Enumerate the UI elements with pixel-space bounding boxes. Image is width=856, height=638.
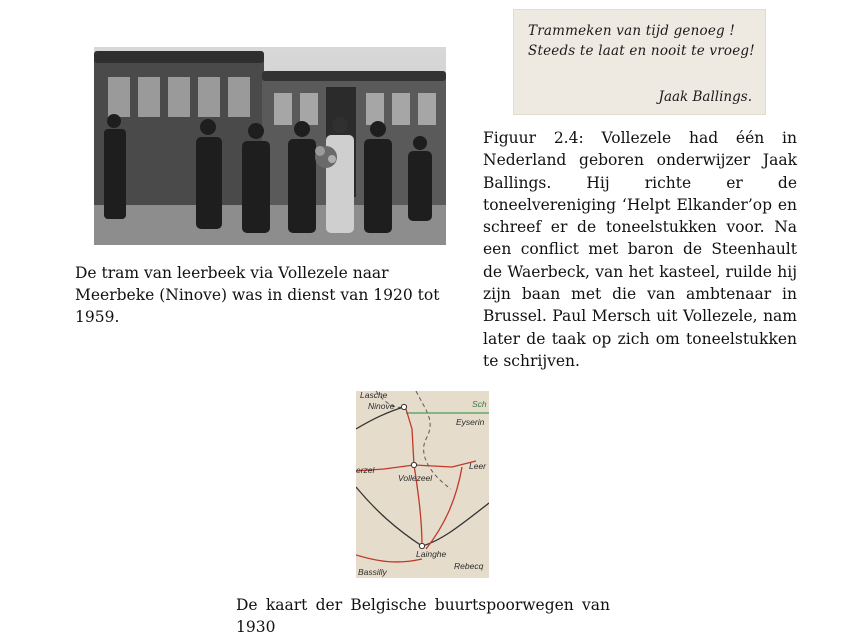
map-label-herzel: erzel (356, 465, 375, 475)
map-label-vollezeel: Vollezeel (398, 473, 433, 483)
station-vollezeel (411, 462, 416, 467)
map-caption: De kaart der Belgische buurtspoorwegen van 1930 (236, 596, 610, 636)
map-label-lainghe: Lainghe (416, 549, 447, 559)
map-label-ninove: Ninove (368, 401, 395, 411)
station-lainghe (419, 543, 424, 548)
figure-caption: Figuur 2.4: Vollezele had één in Nederland geboren onderwijzer Jaak Ballings. Hij richte er de toneelvereniging ‘Helpt Elkander’op en schreef er de toneelstukken voor. Na een conflict met baron de Steenhault de Waerbeck, van het kasteel, ruilde hij zijn baan met die van ambtenaar in Brussel. Paul Mersch uit Vollezele, nam later de taak op zich om toneelstukken te schrijven. (483, 129, 797, 370)
quote-line-2: Steeds te laat en nooit te vroeg! (528, 43, 755, 59)
tram-photo (94, 47, 446, 245)
map-label-sch: Sch (472, 399, 487, 409)
map-label-eyserin: Eyserin (456, 417, 485, 427)
quote-line-1: Trammeken van tijd genoeg ! (528, 23, 735, 39)
map-label-rebecq: Rebecq (454, 561, 484, 571)
quote-author: Jaak Ballings. (658, 89, 752, 105)
quote-card (513, 9, 766, 115)
map-label-bassilly: Bassilly (358, 567, 387, 577)
tram-network-map (356, 391, 489, 578)
station-ninove (401, 404, 406, 409)
map-label-leer: Leer (469, 461, 487, 471)
photo-caption: De tram van leerbeek via Vollezele naar Meerbeke (Ninove) was in dienst van 1920 tot 1959. (75, 264, 440, 326)
map-label-lasche: Lasche (360, 391, 388, 400)
